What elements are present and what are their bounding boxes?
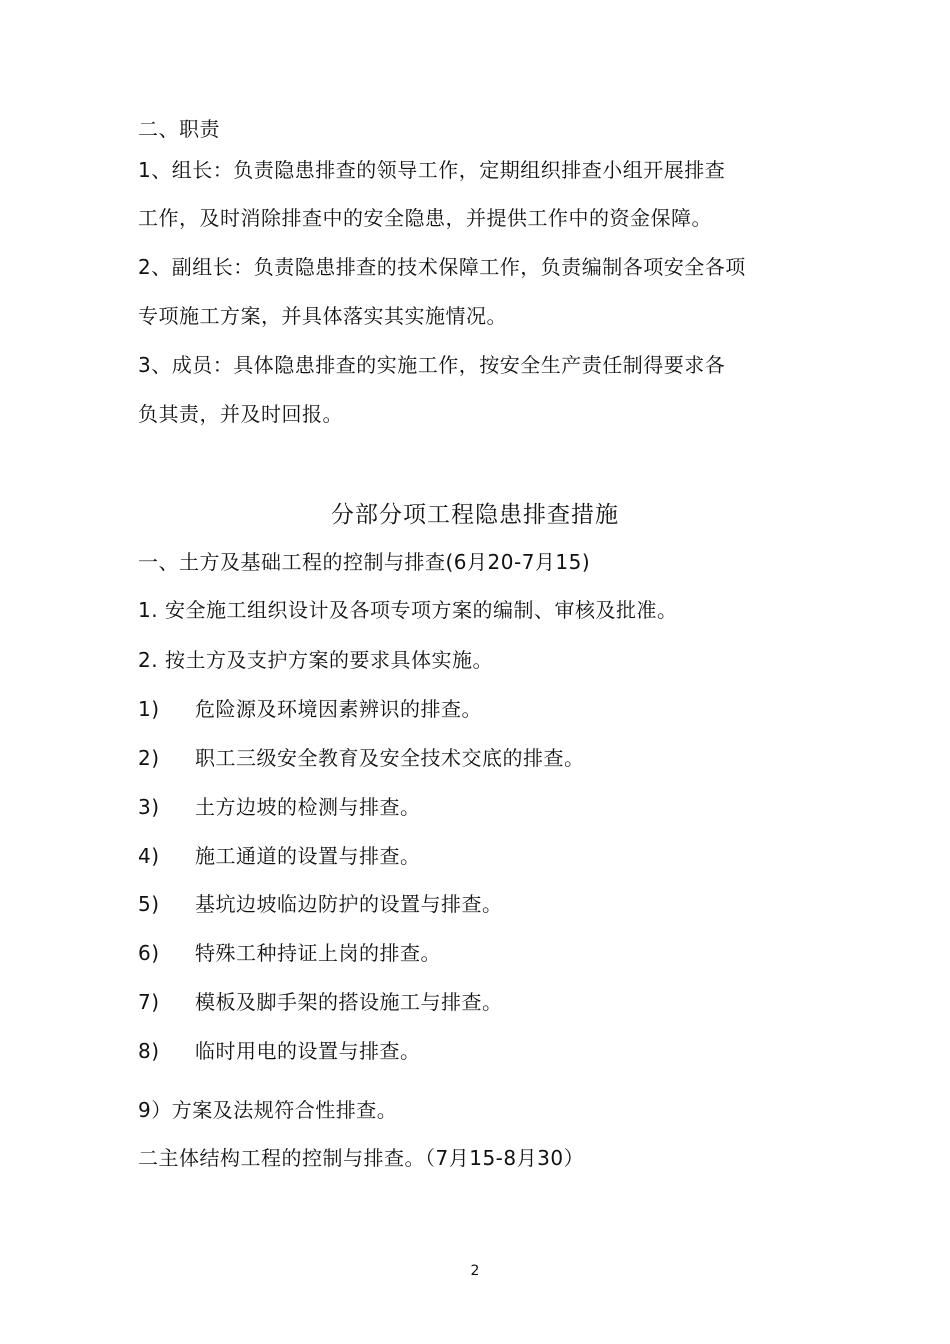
subitem-number: 6) [138, 941, 160, 965]
section2-heading: 二主体结构工程的控制与排查。（7月15-8月30） [138, 1146, 585, 1170]
subitem-text: 职工三级安全教育及安全技术交底的排查。 [195, 746, 585, 770]
subitem-4 [138, 842, 421, 870]
section1-heading: 一、土方及基础工程的控制与排查(6月20-7月15) [138, 550, 591, 574]
subitem-number: 8) [138, 1039, 160, 1063]
responsibility-line-1: 1、组长：负责隐患排查的领导工作，定期组织排查小组开展排查 [138, 158, 726, 182]
subitem-1 [138, 695, 482, 723]
subitem-text: 基坑边坡临边防护的设置与排查。 [195, 892, 503, 916]
measure-item-1: 1. 安全施工组织设计及各项专项方案的编制、审核及批准。 [138, 598, 678, 622]
subitem-text: 危险源及环境因素辨识的排查。 [195, 697, 482, 721]
subitem-5 [138, 890, 503, 918]
subitem-2 [138, 744, 585, 772]
subitem-text: 临时用电的设置与排查。 [195, 1039, 421, 1063]
subitem-7 [138, 988, 503, 1016]
responsibilities-heading: 二、职责 [138, 117, 220, 141]
responsibility-line-6: 负其责，并及时回报。 [138, 402, 343, 426]
subitem-number: 3) [138, 795, 160, 819]
responsibility-line-2: 工作，及时消除排查中的安全隐患，并提供工作中的资金保障。 [138, 206, 712, 230]
responsibility-line-5: 3、成员：具体隐患排查的实施工作，按安全生产责任制得要求各 [138, 353, 726, 377]
responsibility-line-4: 专项施工方案，并具体落实其实施情况。 [138, 304, 507, 328]
page-number: 2 [470, 1263, 480, 1279]
subitem-text: 模板及脚手架的搭设施工与排查。 [195, 990, 503, 1014]
subitem-3 [138, 793, 421, 821]
subitem-6 [138, 939, 441, 967]
subitem-number: 4) [138, 844, 160, 868]
subitem-number: 5) [138, 892, 160, 916]
subitem-text: 土方边坡的检测与排查。 [195, 795, 421, 819]
responsibility-line-3: 2、副组长：负责隐患排查的技术保障工作，负责编制各项安全各项 [138, 255, 746, 279]
subitem-number: 7) [138, 990, 160, 1014]
measures-title: 分部分项工程隐患排查措施 [331, 502, 619, 528]
subitem-8 [138, 1037, 421, 1065]
subitem-number: 2) [138, 746, 160, 770]
measure-item-9: 9）方案及法规符合性排查。 [138, 1098, 398, 1122]
measure-item-2: 2. 按土方及支护方案的要求具体实施。 [138, 648, 493, 672]
subitem-number: 1) [138, 697, 160, 721]
subitem-text: 特殊工种持证上岗的排查。 [195, 941, 441, 965]
subitem-text: 施工通道的设置与排查。 [195, 844, 421, 868]
